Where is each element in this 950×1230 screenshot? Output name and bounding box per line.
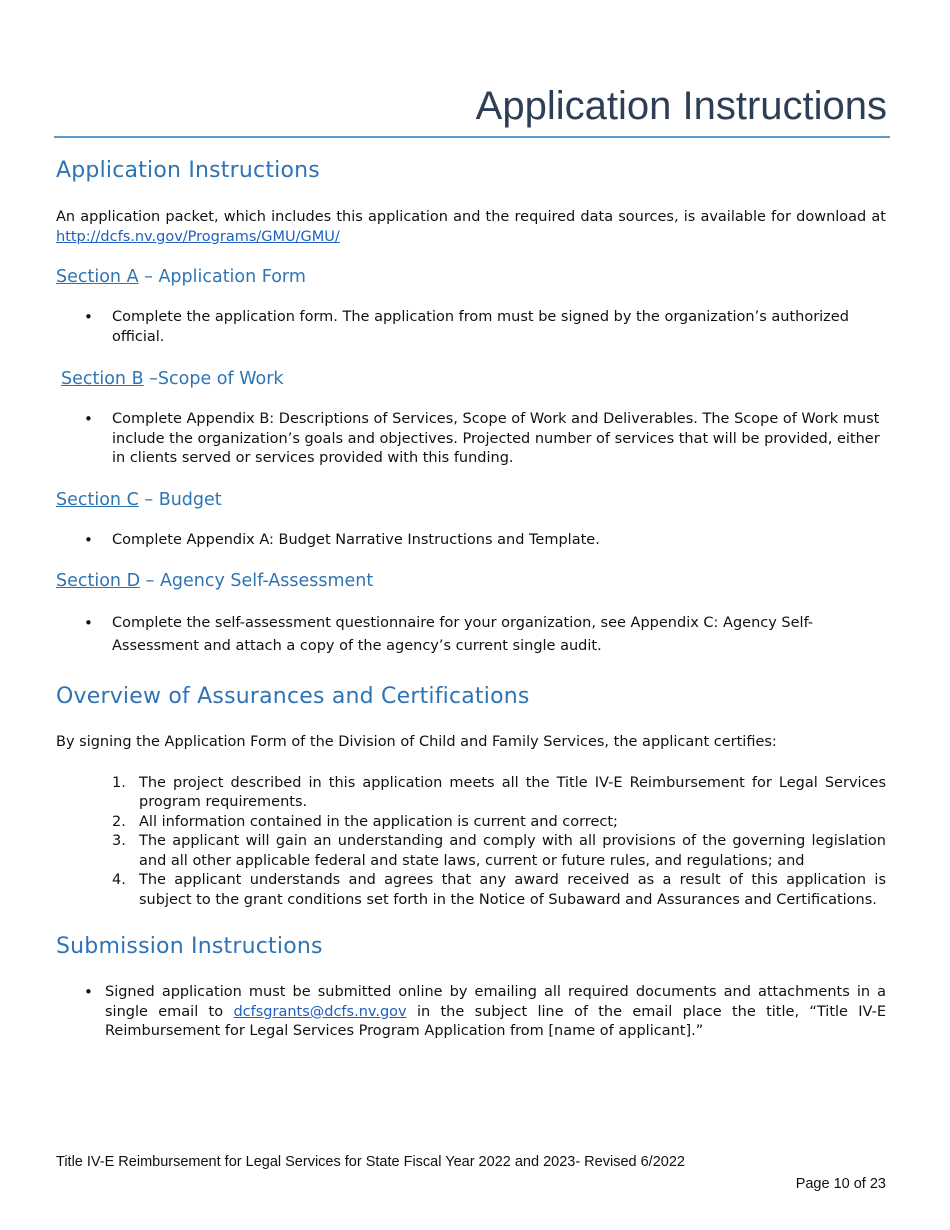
section-c-title: – Budget bbox=[138, 489, 222, 510]
section-c-heading bbox=[56, 490, 886, 510]
intro-text: An application packet, which includes this application and the required data sources, is available for download at bbox=[56, 209, 886, 225]
section-d-list bbox=[56, 612, 886, 658]
list-item: • Complete Appendix A: Budget Narrative Instructions and Template. bbox=[56, 531, 886, 551]
list-item bbox=[56, 983, 886, 1042]
main-content bbox=[56, 158, 886, 1042]
section-d-heading bbox=[56, 571, 886, 591]
page-title: Application Instructions bbox=[475, 84, 887, 128]
section-b-heading bbox=[56, 369, 886, 389]
item-number: 2. bbox=[112, 813, 126, 830]
download-link[interactable]: http://dcfs.nv.gov/Programs/GMU/GMU/ bbox=[56, 228, 340, 245]
section-d-link[interactable]: Section D bbox=[56, 571, 141, 591]
submission-text-before: Signed application must be submitted online by emailing all required documents and attachments in a single email to bbox=[105, 984, 886, 1020]
list-item bbox=[56, 871, 886, 910]
item-number: 4. bbox=[112, 872, 126, 888]
submission-list bbox=[56, 983, 886, 1042]
intro-paragraph bbox=[56, 208, 886, 247]
list-item bbox=[56, 813, 886, 833]
section-a-link[interactable]: Section A bbox=[56, 267, 139, 287]
list-item bbox=[56, 832, 886, 871]
section-b-title: –Scope of Work bbox=[143, 369, 284, 389]
section-d-title: – Agency Self-Assessment bbox=[140, 571, 374, 591]
footer-page-number: Page 10 of 23 bbox=[795, 1176, 886, 1192]
item-text: All information contained in the application is current and correct; bbox=[139, 813, 618, 830]
section-a-title: – Application Form bbox=[138, 267, 306, 287]
section-a-list bbox=[56, 308, 886, 347]
item-text: The applicant understands and agrees that any award received as a result of this application is subject to the grant conditions set forth in the Notice of Subaward and Assurances and Certifications. bbox=[139, 872, 886, 908]
section-a-heading bbox=[56, 267, 886, 287]
footer-document-title: Title IV-E Reimbursement for Legal Services for State Fiscal Year 2022 and 2023- Revised 6/2022 bbox=[56, 1154, 685, 1170]
section-c-list bbox=[56, 531, 886, 551]
submission-text-after: in the subject line of the email place the title, “Title IV-E Reimbursement for Legal Services Program Application from [name of applicant].” bbox=[105, 1003, 887, 1039]
section-b-link[interactable]: Section B bbox=[61, 369, 144, 389]
list-item bbox=[56, 774, 886, 813]
list-item: • Complete the self-assessment questionnaire for your organization, see Appendix C: Agency Self-Assessment and attach a copy of the agency’s current single audit. bbox=[56, 612, 886, 658]
section-b-list bbox=[56, 410, 886, 469]
page-header bbox=[54, 80, 890, 138]
application-instructions-heading: Application Instructions bbox=[56, 158, 320, 183]
item-number: 1. bbox=[112, 774, 126, 791]
section-c-link[interactable]: Section C bbox=[56, 489, 139, 510]
item-number: 3. bbox=[112, 833, 126, 849]
assurances-list bbox=[56, 774, 886, 911]
item-text: The project described in this application meets all the Title IV-E Reimbursement for Legal Services program requirements. bbox=[139, 774, 886, 810]
item-text: The applicant will gain an understanding and comply with all provisions of the governing legislation and all other applicable federal and state laws, current or future rules, and regulations; and bbox=[139, 833, 886, 869]
list-item: • Complete the application form. The application from must be signed by the organization’s authorized official. bbox=[56, 308, 886, 347]
assurances-heading: Overview of Assurances and Certifications bbox=[56, 684, 530, 709]
assurances-intro: By signing the Application Form of the Division of Child and Family Services, the applicant certifies: bbox=[56, 734, 777, 750]
list-item: • Complete Appendix B: Descriptions of Services, Scope of Work and Deliverables. The Scope of Work must include the organization’s goals and objectives. Projected number of services that will be provided, either in clients served or services provided with this funding. bbox=[56, 410, 886, 469]
email-link[interactable]: dcfsgrants@dcfs.nv.gov bbox=[233, 1003, 407, 1020]
submission-heading: Submission Instructions bbox=[56, 934, 323, 959]
